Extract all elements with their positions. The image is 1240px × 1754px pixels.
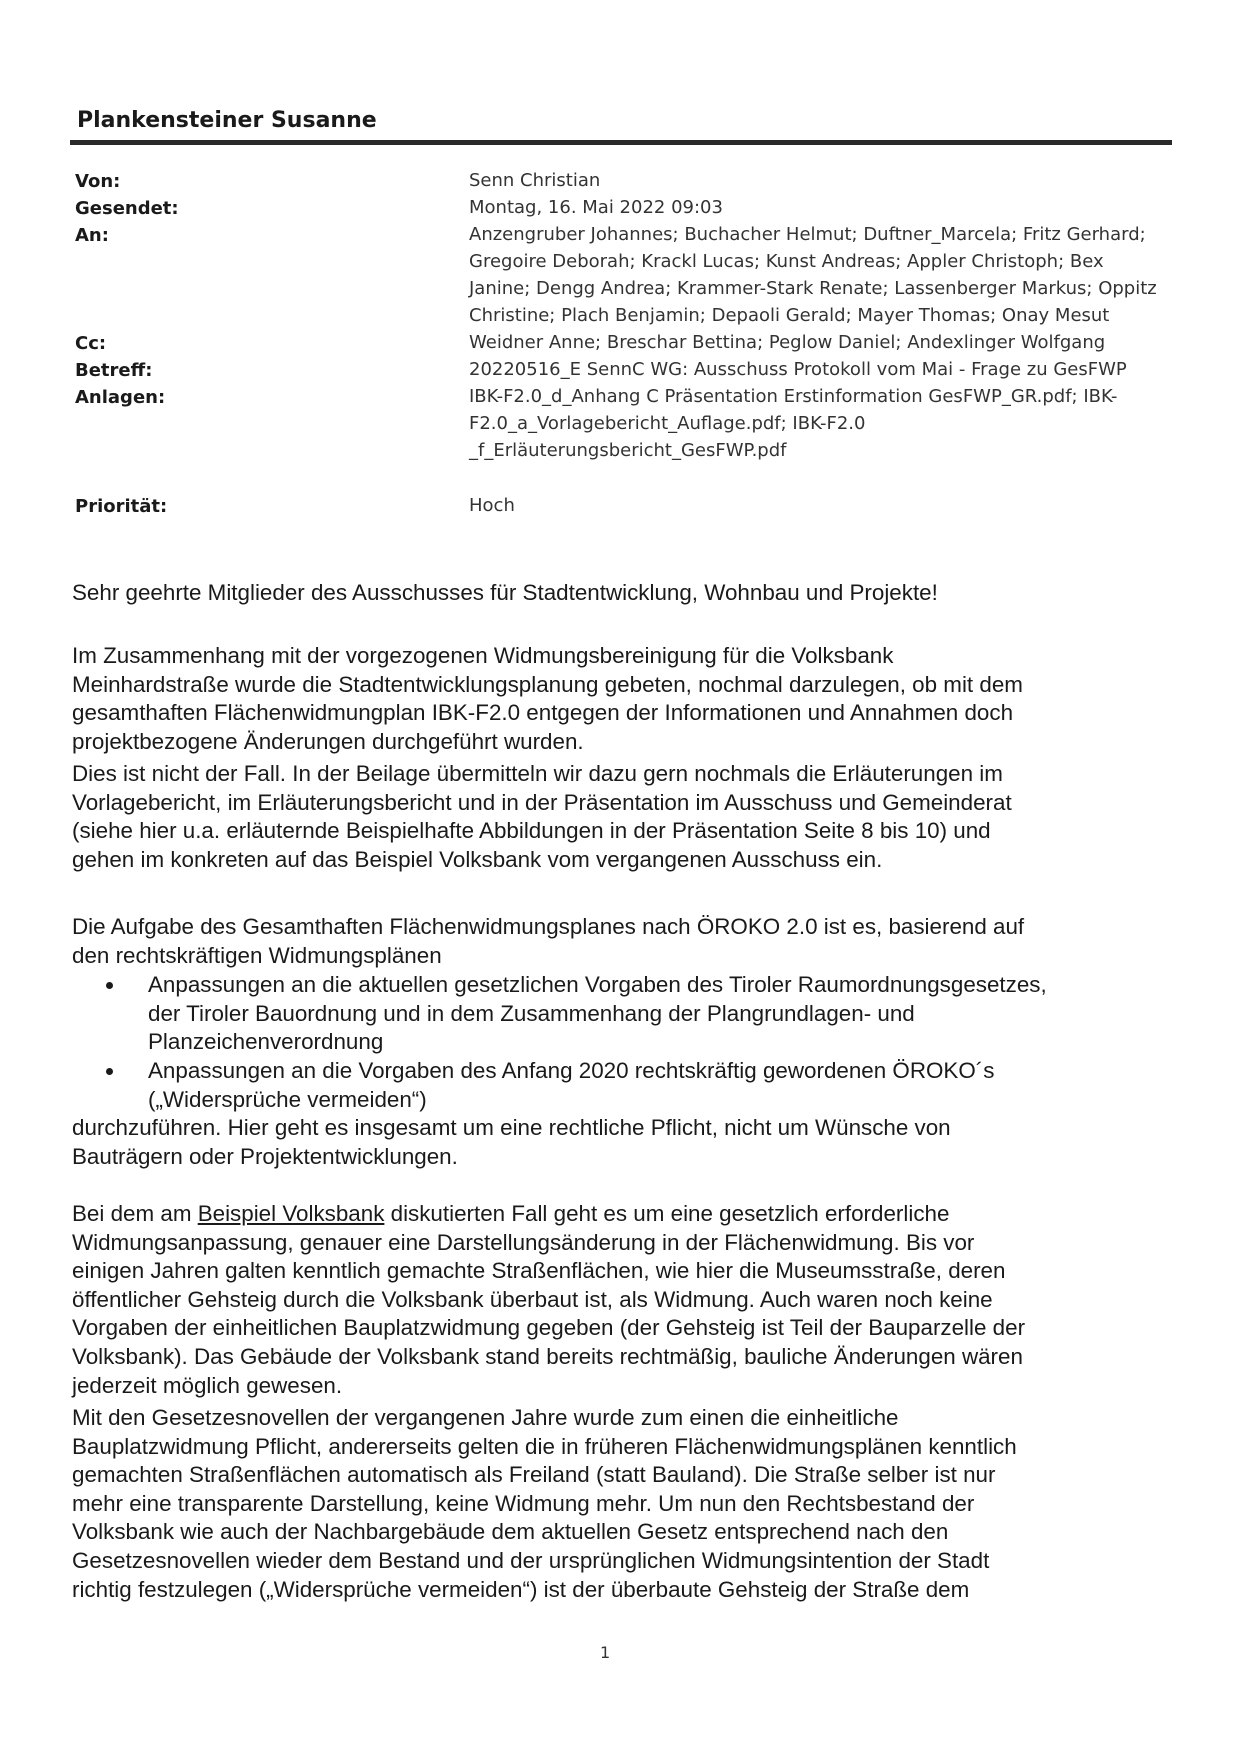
attachments-value[interactable]: IBK-F2.0_d_Anhang C Präsentation Erstinformation GesFWP_GR.pdf; IBK- F2.0_a_Vorlagebericht_Auflage.pdf; IBK-F2.0 _f_Erläuterungsbericht_GesFWP.pdf: [469, 386, 1118, 461]
subject-label: Betreff:: [75, 360, 153, 381]
paragraph-example: Bei dem am Beispiel Volksbank diskutierten Fall geht es um eine gesetzlich erforderliche Widmungsanpassung, genauer eine Darstellungsänderung in der Flächenwidmung. Bis vor einigen Jahren galten kenntlich gemachte Straßenflächen, wie hier die Museumsstraße, deren öffentlicher Gehsteig durch die Volksbank überbaut ist, als Widmung. Auch waren noch keine Vorgaben der einheitlichen Bauplatzwidmung gegeben (der Gehsteig ist Teil der Bauparzelle der Volksbank). Das Gebäude der Volksbank stand bereits rechtmäßig, bauliche Änderungen wären jederzeit möglich gewesen.: [72, 1201, 1026, 1398]
from-label: Von:: [75, 171, 121, 192]
sent-value: Montag, 16. Mai 2022 09:03: [469, 197, 723, 218]
header-divider: [70, 140, 1172, 145]
page-number: 1: [600, 1643, 611, 1662]
greeting: Sehr geehrte Mitglieder des Ausschusses für Stadtentwicklung, Wohnbau und Projekte!: [72, 580, 938, 605]
document-page: Plankensteiner Susanne Von: Senn Christian Gesendet: Montag, 16. Mai 2022 09:03 An: Anzengruber Johannes; Buchacher Helmut; Duftner_Marcela; Fritz Gerhard; Gregoire Deborah; Krackl Lucas; Kunst Andreas; Appler Christoph; Bex Janine; Dengg Andrea; Krammer-Stark Renate; Lassenberger Markus; Oppitz Christine; Plach Benjamin; Depaoli Gerald; Mayer Thomas; Onay Mesut Cc: Weidner Anne; Breschar Bettina; Peglow Daniel; Andexlinger Wolfgang Betreff: 20220516_E SennC WG: Ausschuss Protokoll vom Mai - Frage zu GesFWP Anlagen: IBK-F2.0_d_Anhang C Präsentation Erstinformation GesFWP_GR.pdf; IBK- F2.0_a_Vorlagebericht_Auflage.pdf; IBK-F2.0 _f_Erläuterungsbericht_GesFWP.pdf Priorität: Hoch Sehr geehrte Mitglieder des Ausschusses für Stadtentwicklung, Wohnbau und Projekte! Im Zusammenhang mit der vorgezogenen Widmungsbereinigung für die Volksbank Meinhardstraße wurde die Stadtentwicklungsplanung gebeten, nochmal darzulegen, ob mit dem gesamthaften Flächenwidmungplan IBK-F2.0 entgegen der Informationen und Annahmen doch projektbezogene Änderungen durchgeführt wurden. Dies ist nicht der Fall. In der Beilage übermitteln wir dazu gern nochmals die Erläuterungen im Vorlagebericht, im Erläuterungsbericht und in der Präsentation im Ausschuss und Gemeinderat (siehe hier u.a. erläuternde Beispielhafte Abbildungen in der Präsentation Seite 8 bis 10) und gehen im konkreten auf das Beispiel Volksbank vom vergangenen Ausschuss ein. Die Aufgabe des Gesamthaften Flächenwidmungsplanes nach ÖROKO 2.0 ist es, basierend auf den rechtskräftigen Widmungsplänen Anpassungen an die aktuellen gesetzlichen Vorgaben des Tiroler Raumordnungsgesetzes, der Tiroler Bauordnung und in dem Zusammenhang der Plangrundlagen- und Planzeichenverordnung Anpassungen an die Vorgaben des Anfang 2020 rechtskräftig gewordenen ÖROKO´s („Widersprüche vermeiden“) durchzuführen. Hier geht es insgesamt um eine rechtliche Pflicht, nicht um Wünsche von Bauträgern oder Projektentwicklungen. Bei dem am Beispiel Volksbank diskutierten Fall geht es um eine gesetzlich erforderliche Widmungsanpassung, genauer eine Darstellungsänderung in der Flächenwidmung. Bis vor einigen Jahren galten kenntlich gemachte Straßenflächen, wie hier die Museumsstraße, deren öffentlicher Gehsteig durch die Volksbank überbaut ist, als Widmung. Auch waren noch keine Vorgaben der einheitlichen Bauplatzwidmung gegeben (der Gehsteig ist Teil der Bauparzelle der Volksbank). Das Gebäude der Volksbank stand bereits rechtmäßig, bauliche Änderungen wären jederzeit möglich gewesen. Mit den Gesetzesnovellen der vergangenen Jahre wurde zum einen die einheitliche Bauplatzwidmung Pflicht, andererseits gelten die in früheren Flächenwidmungsplänen kenntlich gemachten Straßenflächen automatisch als Freiland (statt Bauland). Die Straße selber ist nur mehr eine transparente Darstellung, keine Widmung mehr. Um nun den Rechtsbestand der Volksbank wie auch der Nachbargebäude dem aktuellen Gesetz entsprechend nach den Gesetzesnovellen wieder dem Bestand und der ursprünglichen Widmungsintention der Stadt richtig festzulegen („Widersprüche vermeiden“) ist der überbaute Gehsteig der Straße dem 1: [0, 0, 1240, 1754]
paragraph-legislation: Mit den Gesetzesnovellen der vergangenen Jahre wurde zum einen die einheitliche Bauplatzwidmung Pflicht, andererseits gelten die in früheren Flächenwidmungsplänen kenntlich gemachten Straßenflächen automatisch als Freiland (statt Bauland). Die Straße selber ist nur mehr eine transparente Darstellung, keine Widmung mehr. Um nun den Rechtsbestand der Volksbank wie auch der Nachbargebäude dem aktuellen Gesetz entsprechend nach den Gesetzesnovellen wieder dem Bestand und der ursprünglichen Widmungsintention der Stadt richtig festzulegen („Widersprüche vermeiden“) ist der überbaute Gehsteig der Straße dem: [72, 1405, 1017, 1602]
cc-value: Weidner Anne; Breschar Bettina; Peglow Daniel; Andexlinger Wolfgang: [469, 332, 1106, 353]
example-link[interactable]: Beispiel Volksbank: [197, 1201, 385, 1226]
subject-value: 20220516_E SennC WG: Ausschuss Protokoll vom Mai - Frage zu GesFWP: [469, 359, 1127, 380]
bullet-icon: [106, 1068, 113, 1075]
bullet-icon: [106, 982, 113, 989]
email-sender-heading: Plankensteiner Susanne: [77, 108, 377, 133]
paragraph-answer: Dies ist nicht der Fall. In der Beilage übermitteln wir dazu gern nochmals die Erläuterungen im Vorlagebericht, im Erläuterungsbericht und in der Präsentation im Ausschuss und Gemeinderat (siehe hier u.a. erläuternde Beispielhafte Abbildungen in der Präsentation Seite 8 bis 10) und gehen im konkreten auf das Beispiel Volksbank vom vergangenen Ausschuss ein.: [72, 761, 1012, 872]
sent-label: Gesendet:: [75, 198, 179, 219]
paragraph-obligation: durchzuführen. Hier geht es insgesamt um eine rechtliche Pflicht, nicht um Wünsche von Bauträgern oder Projektentwicklungen.: [72, 1115, 951, 1169]
attachments-label: Anlagen:: [75, 387, 166, 408]
to-value: Anzengruber Johannes; Buchacher Helmut; Duftner_Marcela; Fritz Gerhard; Gregoire Deborah; Krackl Lucas; Kunst Andreas; Appler Christoph; Bex Janine; Dengg Andrea; Krammer-Stark Renate; Lassenberger Markus; Oppitz Christine; Plach Benjamin; Depaoli Gerald; Mayer Thomas; Onay Mesut: [469, 224, 1157, 326]
priority-value: Hoch: [469, 495, 515, 516]
paragraph-task: Die Aufgabe des Gesamthaften Flächenwidmungsplanes nach ÖROKO 2.0 ist es, basierend auf den rechtskräftigen Widmungsplänen: [72, 914, 1025, 968]
cc-label: Cc:: [75, 333, 107, 354]
from-value: Senn Christian: [469, 170, 601, 191]
priority-label: Priorität:: [75, 496, 168, 517]
to-label: An:: [75, 225, 109, 246]
paragraph-context: Im Zusammenhang mit der vorgezogenen Widmungsbereinigung für die Volksbank Meinhardstraße wurde die Stadtentwicklungsplanung gebeten, nochmal darzulegen, ob mit dem gesamthaften Flächenwidmungplan IBK-F2.0 entgegen der Informationen und Annahmen doch projektbezogene Änderungen durchgeführt wurden.: [72, 643, 1023, 754]
